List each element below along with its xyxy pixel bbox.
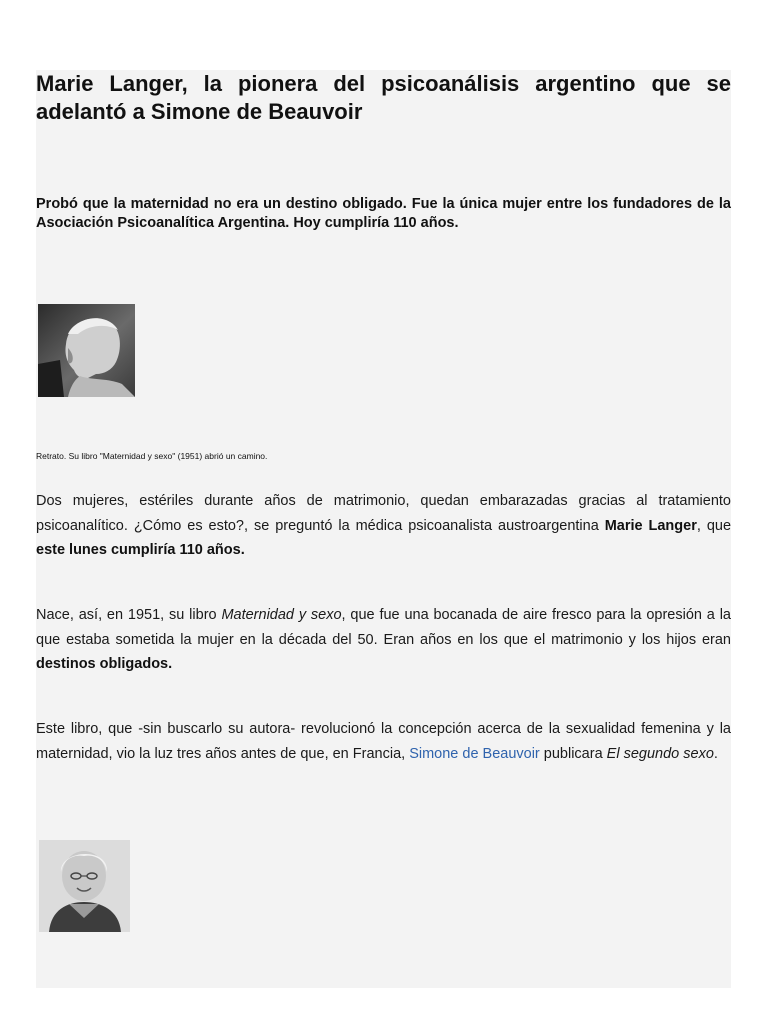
paragraph-2-text-a: Nace, así, en 1951, su libro <box>36 607 222 623</box>
paragraph-3 <box>36 717 731 766</box>
paragraph-2 <box>36 603 731 677</box>
paragraph-2-text-b: , que fue una bocanada de aire fresco para la opresión a la que estaba sometida la mujer en la década del 50. Eran años en los que el matrimonio y los hijos eran <box>36 607 731 648</box>
paragraph-3-text-b: publicara <box>539 745 607 762</box>
paragraph-3-text-a: Este libro, que -sin buscarlo su autora- revolucionó la concepción acerca de la sexualidad femenina y la maternidad, vio la luz tres años antes de que, en Francia, <box>36 721 731 762</box>
paragraph-1-text-b: , que <box>696 517 732 534</box>
photo-caption: Retrato. Su libro "Maternidad y sexo" (1951) abrió un camino. <box>36 451 268 461</box>
simone-de-beauvoir-link[interactable]: Simone de Beauvoir <box>409 745 540 762</box>
portrait-photo <box>38 304 135 397</box>
secondary-portrait-photo <box>39 840 130 932</box>
article-page <box>36 70 731 988</box>
article-title: Marie Langer, la pionera del psicoanálisis argentino que se adelantó a Simone de Beauvoir <box>36 71 731 124</box>
paragraph-3-text-c: . <box>713 745 718 762</box>
paragraph-1 <box>36 489 731 563</box>
paragraph-1-bold-age: este lunes cumpliría 110 años. <box>36 542 245 558</box>
paragraph-3-book-title: El segundo sexo <box>606 745 714 762</box>
paragraph-1-text-a: Dos mujeres, estériles durante años de matrimonio, quedan embarazadas gracias al tratamiento psicoanalítico. ¿Cómo es esto?, se preguntó la médica psicoanalista austroargentina <box>36 493 731 534</box>
article-subtitle: Probó que la maternidad no era un destino obligado. Fue la única mujer entre los fundadores de la Asociación Psicoanalítica Argentina. Hoy cumpliría 110 años. <box>36 196 731 231</box>
paragraph-2-bold: destinos obligados. <box>36 656 173 672</box>
paragraph-2-book-title: Maternidad y sexo <box>221 607 342 623</box>
paragraph-1-bold-name: Marie Langer <box>604 517 697 534</box>
